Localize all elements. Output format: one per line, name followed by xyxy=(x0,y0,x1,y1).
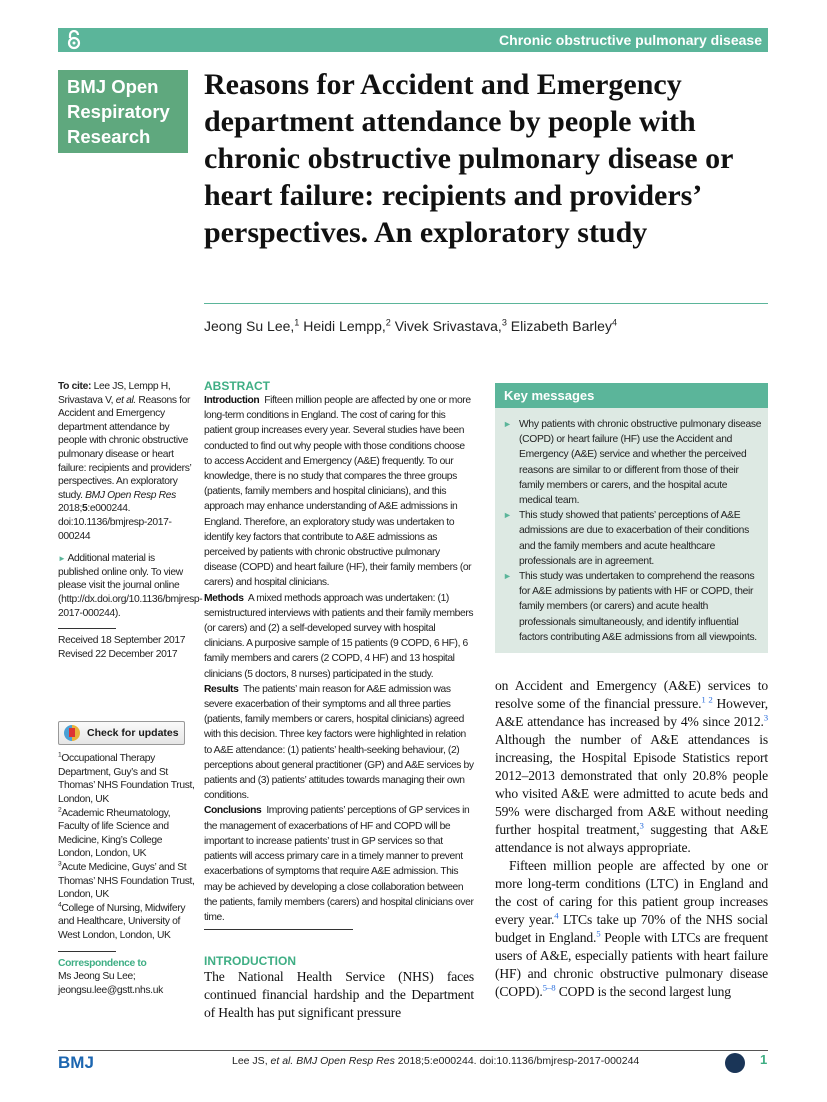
cite-text: Reasons for Accident and Emergency department attendance by people with chronic obstructive pulmonary disease or heart failure: recipients and providers’ perspectives. An exploratory study. xyxy=(58,394,192,501)
logo-line: Respiratory xyxy=(67,101,170,122)
received-date: Received 18 September 2017 xyxy=(58,635,186,647)
page-number: 1 xyxy=(760,1052,768,1067)
body-paragraph: Fifteen million people are affected by one or more long-term conditions (LTC) in England and the cost of caring for this patient group increases every year.$^4$ LTCs take up 70% of the NHS social budget in England.$^5$ People with LTCs are frequent users of A&E, especially patients with heart failure (HF) and chronic obstructive pulmonary disease (COPD).$^{5-8}$ COPD is the second largest lung xyxy=(495,858,768,1000)
journal-logo xyxy=(58,70,188,153)
check-for-updates-button[interactable] xyxy=(58,721,185,745)
body-paragraph: on Accident and Emergency (A&E) services to resolve some of the financial pressure.$^{1 2}$ However, A&E attendance has increased by 4% since 2012.$^3$ Although the number of A&E attendances is increasing, the Hospital Episode Statistics report 2012–2013 demonstrated that only 20.8% people who visited A&E were admitted to acute beds and 59% were discharged from A&E without needing further hospital treatment,$^3$ suggesting that A&E attendance is not always appropriate. xyxy=(495,678,768,856)
key-messages-list xyxy=(495,417,768,645)
divider xyxy=(204,929,353,930)
logo-line: Research xyxy=(67,126,151,147)
society-seal-icon xyxy=(725,1053,745,1073)
open-access-icon xyxy=(66,30,82,50)
author[interactable]: Elizabeth Barley$^4$ xyxy=(510,317,618,334)
reference-link[interactable]: 5 xyxy=(596,928,601,939)
cite-etal: et al. xyxy=(115,394,136,406)
correspondence xyxy=(58,957,198,998)
topic-label: Chronic obstructive pulmonary disease xyxy=(499,32,762,48)
right-column xyxy=(495,383,768,1001)
journal-header-bar xyxy=(58,28,768,52)
abstract-section: Methods A mixed methods approach was undertaken: (1) semistructured interviews with patients and their family members (or carers) and (2) a self-developed survey with hospital clinicians. A purposive sample of 15 patients (9 COPD, 6 HF), 6 family members and carers (2 COPD, 4 HF) and 13 hospital clinicians (5 doctors, 8 nurses) participated in the study. xyxy=(204,592,474,680)
key-messages-box xyxy=(495,383,768,653)
divider xyxy=(58,951,116,952)
cite-label: To cite: xyxy=(58,381,92,392)
correspondence-name: Ms Jeong Su Lee; xyxy=(58,971,136,983)
reference-link[interactable]: 3 xyxy=(639,820,644,831)
arrow-icon: ► xyxy=(503,419,512,429)
middle-column xyxy=(204,379,474,1022)
arrow-icon: ► xyxy=(58,554,66,564)
article-title: Reasons for Accident and Emergency department attendance by people with chronic obstructive pulmonary disease or heart failure: recipients and providers’ perspectives. An exploratory study xyxy=(204,68,733,249)
introduction-heading: INTRODUCTION xyxy=(204,954,296,969)
correspondence-email[interactable]: jeongsu.lee@gstt.nhs.uk xyxy=(58,984,163,996)
key-message: ► This study was undertaken to comprehend the reasons for A&E admissions by patients with HF or COPD, their family members (or carers) and acute health professionals simultaneously, and identify influential factors contributing A&E admissions from all viewpoints. xyxy=(503,571,757,643)
abstract-heading: ABSTRACT xyxy=(204,379,270,393)
reference-link[interactable]: 4 xyxy=(554,910,559,921)
affiliation: $^1$Occupational Therapy Department, Guy’s and St Thomas’ NHS Foundation Trust, London, UK xyxy=(58,751,195,806)
correspondence-label: Correspondence to xyxy=(58,957,147,969)
key-message: ► Why patients with chronic obstructive pulmonary disease (COPD) or heart failure (HF) use the Accident and Emergency (A&E) service and whether the perceived reasons are similar to or different from those of their family members or carers, and the hospital acute medical team. xyxy=(503,419,762,507)
left-sidebar xyxy=(58,380,203,997)
affiliation: $^3$Acute Medicine, Guys’ and St Thomas’ NHS Foundation Trust, London, UK xyxy=(58,860,195,901)
author[interactable]: Vivek Srivastava,$^3$ xyxy=(394,317,507,334)
divider xyxy=(58,628,116,629)
citation-block xyxy=(58,380,198,543)
cite-text: 2018; xyxy=(58,503,83,515)
cite-doi[interactable]: :e000244. doi:10.1136/bmjresp-2017-000244 xyxy=(58,503,172,542)
footer-divider xyxy=(58,1050,768,1051)
arrow-icon: ► xyxy=(503,510,512,521)
author[interactable]: Jeong Su Lee,$^1$ xyxy=(204,317,300,334)
footer-citation: Lee JS, et al. BMJ Open Resp Res 2018;5:e000244. doi:10.1136/bmjresp-2017-000244 xyxy=(232,1055,640,1067)
reference-link[interactable]: 3 xyxy=(763,712,768,723)
introduction-paragraph: The National Health Service (NHS) faces continued financial hardship and the Department of Health has put significant pressure xyxy=(204,969,474,1021)
title-divider xyxy=(204,303,768,304)
key-messages-heading: Key messages xyxy=(495,383,768,408)
article-dates xyxy=(58,634,198,661)
cite-volume: 5 xyxy=(82,503,88,515)
revised-date: Revised 22 December 2017 xyxy=(58,648,178,660)
reference-link[interactable]: 5–8 xyxy=(542,982,556,993)
abstract-section: Conclusions Improving patients’ perceptions of GP services in the management of exacerbations of HF and COPD will be important to increase patients’ trust in GP services so that patients will access primary care in a timely manner to prevent exacerbations of symptoms that require A&E admission. This may be achieved by developing a close collaboration between the patients, family members (carers) and hospital clinicians over time. xyxy=(204,805,474,923)
abstract xyxy=(204,379,474,925)
author-list xyxy=(204,318,617,334)
affiliations xyxy=(58,752,198,942)
affiliation: $^2$Academic Rheumatology, Faculty of life Science and Medicine, King’s College London, London, UK xyxy=(58,806,171,860)
author[interactable]: Heidi Lempp,$^2$ xyxy=(303,317,391,334)
abstract-section: Results The patients’ main reason for A&E admission was severe exacerbation of their symptoms and all three parties (patients, family members or carers, hospital clinicians) agreed with this decision. Three key factors were highlighted in relation to A&E attendance: (1) patients’ health-seeking behaviour, (2) perceptions about general practitioner (GP) and A&E services by patients and (3) patients’ attitudes towards managing their own conditions. xyxy=(204,683,474,802)
abstract-section: Introduction Fifteen million people are affected by one or more long-term conditions in England. The cost of caring for this patient group increases every year. Several studies have been conducted to find out why people with those conditions choose to access Accident and Emergency (A&E) frequently. To our knowledge, there is no study that compares the three groups (patients, family members and hospital clinicians), and this approach may enhance understanding of A&E admissions in England. Therefore, an exploratory study was undertaken to identify key factors that contribute to A&E admissions as perceived by patients with chronic obstructive pulmonary disease (COPD) and heart failure (HF), their family members (or carers) and hospital clinicians. xyxy=(204,395,472,589)
crossmark-icon xyxy=(64,725,80,741)
reference-link[interactable]: 1 2 xyxy=(701,694,713,705)
logo-line: BMJ Open xyxy=(67,76,159,97)
affiliation: $^4$College of Nursing, Midwifery and Healthcare, University of West London, London, UK xyxy=(58,901,186,941)
cite-text: Lee JS, Lempp H, Srivastava V, xyxy=(58,381,171,406)
check-for-updates-label: Check for updates xyxy=(87,727,179,740)
cite-journal: BMJ Open Resp Res xyxy=(85,489,176,501)
additional-material-note xyxy=(58,552,203,620)
key-message: ► This study showed that patients’ perceptions of A&E admissions are due to exacerbation of their conditions and the family members and acute healthcare professionals are in agreement. xyxy=(503,510,749,567)
bmj-logo[interactable]: BMJ xyxy=(58,1053,94,1072)
arrow-icon: ► xyxy=(503,571,512,582)
additional-material-text[interactable]: Additional material is published online only. To view please visit the journal online (http://dx.doi.org/10.1136/bmjresp-2017-000244). xyxy=(58,553,203,619)
